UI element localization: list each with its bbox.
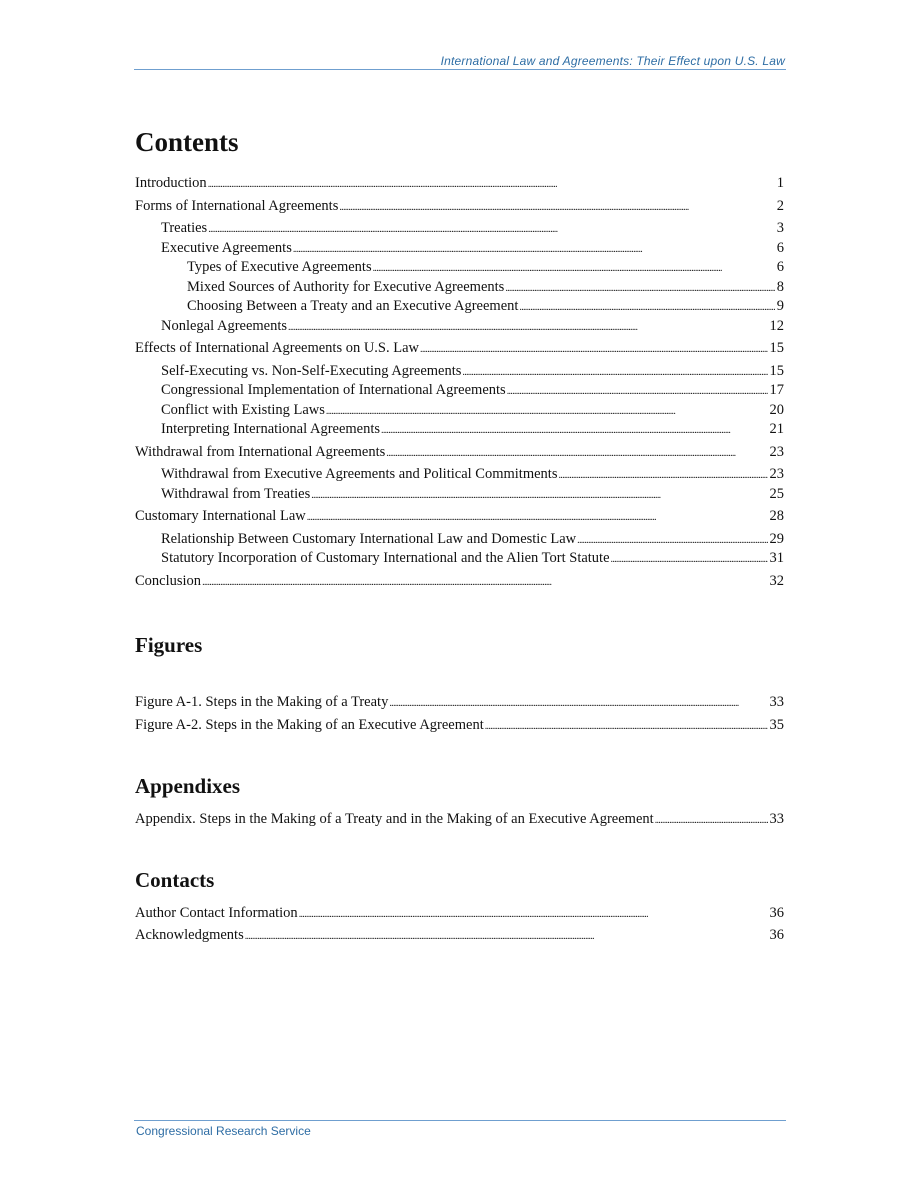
toc-entry[interactable] [135, 339, 784, 359]
toc-entry[interactable] [135, 443, 784, 463]
toc-entry-label: Self-Executing vs. Non-Self-Executing Agreements [161, 362, 462, 379]
toc-entry[interactable] [135, 530, 784, 550]
toc-entry[interactable] [135, 507, 784, 527]
toc-entry-page: 15 [769, 362, 784, 379]
toc-entry-page: 23 [769, 443, 784, 460]
toc-entry[interactable] [135, 362, 784, 382]
toc-entry-page: 33 [769, 694, 784, 710]
dot-leader [339, 198, 774, 218]
dot-leader [558, 466, 767, 486]
running-header: International Law and Agreements: Their Effect upon U.S. Law [440, 54, 785, 68]
toc-entry[interactable] [135, 258, 784, 278]
toc-entry[interactable] [135, 716, 784, 736]
toc-entry[interactable] [135, 420, 784, 440]
dot-leader [507, 382, 768, 402]
toc-entry-label: Figure A-1. Steps in the Making of a Treaty [135, 694, 389, 710]
toc-entry-label: Withdrawal from Treaties [161, 485, 311, 502]
toc-entry[interactable] [135, 317, 784, 337]
toc-entry-page: 3 [776, 220, 784, 236]
toc-entry-label: Treaties [161, 220, 208, 236]
dot-leader [299, 905, 768, 925]
toc-entry-page: 2 [776, 197, 784, 214]
dot-leader [655, 811, 768, 831]
toc-entry[interactable] [135, 239, 784, 259]
toc-entry-label: Interpreting International Agreements [161, 421, 381, 437]
toc-entry-page: 1 [776, 175, 784, 191]
toc-entry-label: Types of Executive Agreements [187, 259, 372, 275]
toc-entry-label: Nonlegal Agreements [161, 317, 288, 334]
toc-entry-page: 8 [776, 278, 784, 295]
toc-entry-label: Choosing Between a Treaty and an Executive Agreement [187, 298, 519, 314]
dot-leader [505, 279, 774, 299]
appendixes-heading: Appendixes [135, 774, 241, 798]
toc-entry-label: Withdrawal from Executive Agreements and Political Commitments [161, 466, 558, 482]
toc-entry[interactable] [135, 465, 784, 485]
toc-entry-page: 29 [769, 530, 784, 547]
dot-leader [208, 175, 775, 195]
toc-entry-label: Statutory Incorporation of Customary International and the Alien Tort Statute [161, 550, 610, 566]
toc-entry[interactable] [135, 219, 784, 239]
toc-entry-page: 36 [769, 927, 784, 943]
dot-leader [326, 402, 768, 422]
toc-entry[interactable] [135, 401, 784, 421]
toc-entry-page: 9 [776, 298, 784, 314]
dot-leader [311, 486, 767, 506]
toc-entry-page: 23 [769, 466, 784, 482]
footer-divider [134, 1120, 786, 1121]
dot-leader [389, 694, 767, 714]
dot-leader [373, 259, 775, 279]
contents-heading: Contents [135, 127, 239, 157]
toc-entry-page: 6 [776, 239, 784, 256]
toc-entry-label: Customary International Law [135, 508, 306, 524]
dot-leader [611, 550, 768, 570]
dot-leader [577, 531, 767, 551]
toc-entry-page: 21 [769, 421, 784, 437]
toc-entry-page: 25 [769, 485, 784, 502]
toc-entry-page: 33 [769, 811, 784, 827]
toc-entry[interactable] [135, 174, 784, 194]
toc-entry-label: Author Contact Information [135, 904, 298, 921]
toc-entry[interactable] [135, 297, 784, 317]
toc-entry[interactable] [135, 904, 784, 924]
toc-entry-label: Acknowledgments [135, 927, 244, 943]
figures-heading: Figures [135, 633, 203, 657]
toc-entry[interactable] [135, 278, 784, 298]
dot-leader [202, 573, 767, 593]
toc-entry-label: Relationship Between Customary International Law and Domestic Law [161, 530, 577, 547]
toc-entry-label: Executive Agreements [161, 239, 292, 256]
toc-entry-page: 17 [769, 382, 784, 398]
dot-leader [381, 421, 767, 441]
figures-list [135, 693, 784, 735]
contacts-list [135, 904, 784, 946]
toc-entry-label: Effects of International Agreements on U.S. Law [135, 340, 420, 356]
dot-leader [307, 508, 768, 528]
toc-entry-page: 20 [769, 401, 784, 418]
toc-entry-page: 32 [769, 572, 784, 589]
toc-entry[interactable] [135, 693, 784, 713]
dot-leader [288, 318, 767, 338]
dot-leader [386, 444, 767, 464]
toc-entry-label: Forms of International Agreements [135, 197, 339, 214]
toc-entry-label: Appendix. Steps in the Making of a Treaty and in the Making of an Executive Agreement [135, 811, 654, 827]
toc-entry[interactable] [135, 549, 784, 569]
table-of-contents [135, 124, 784, 946]
dot-leader [208, 220, 775, 240]
toc-entry[interactable] [135, 810, 784, 830]
footer-organization: Congressional Research Service [136, 1124, 311, 1138]
dot-leader [485, 717, 768, 737]
toc-entry-page: 35 [769, 716, 784, 733]
dot-leader [245, 927, 768, 947]
dot-leader [519, 298, 774, 318]
toc-entry[interactable] [135, 381, 784, 401]
toc-entry[interactable] [135, 197, 784, 217]
dot-leader [293, 240, 775, 260]
toc-entry-label: Introduction [135, 175, 207, 191]
contacts-heading: Contacts [135, 867, 215, 892]
toc-entry[interactable] [135, 572, 784, 592]
header-divider [134, 69, 786, 70]
toc-entry[interactable] [135, 485, 784, 505]
toc-entry-label: Congressional Implementation of International Agreements [161, 382, 506, 398]
appendixes-list [135, 810, 784, 830]
toc-entry-label: Conclusion [135, 572, 202, 589]
toc-entry-page: 12 [769, 317, 784, 334]
toc-entry-label: Mixed Sources of Authority for Executive Agreements [187, 278, 505, 295]
toc-entry-page: 15 [769, 340, 784, 356]
toc-entry-page: 36 [769, 904, 784, 921]
toc-entry[interactable] [135, 926, 784, 946]
toc-entry-label: Conflict with Existing Laws [161, 401, 325, 418]
dot-leader [462, 363, 767, 383]
toc-entry-page: 6 [776, 259, 784, 275]
dot-leader [420, 340, 767, 360]
toc-entry-label: Figure A-2. Steps in the Making of an Executive Agreement [135, 716, 484, 733]
toc-entry-page: 31 [769, 550, 784, 566]
contents-list [135, 174, 784, 591]
toc-entry-page: 28 [769, 508, 784, 524]
toc-entry-label: Withdrawal from International Agreements [135, 443, 386, 460]
